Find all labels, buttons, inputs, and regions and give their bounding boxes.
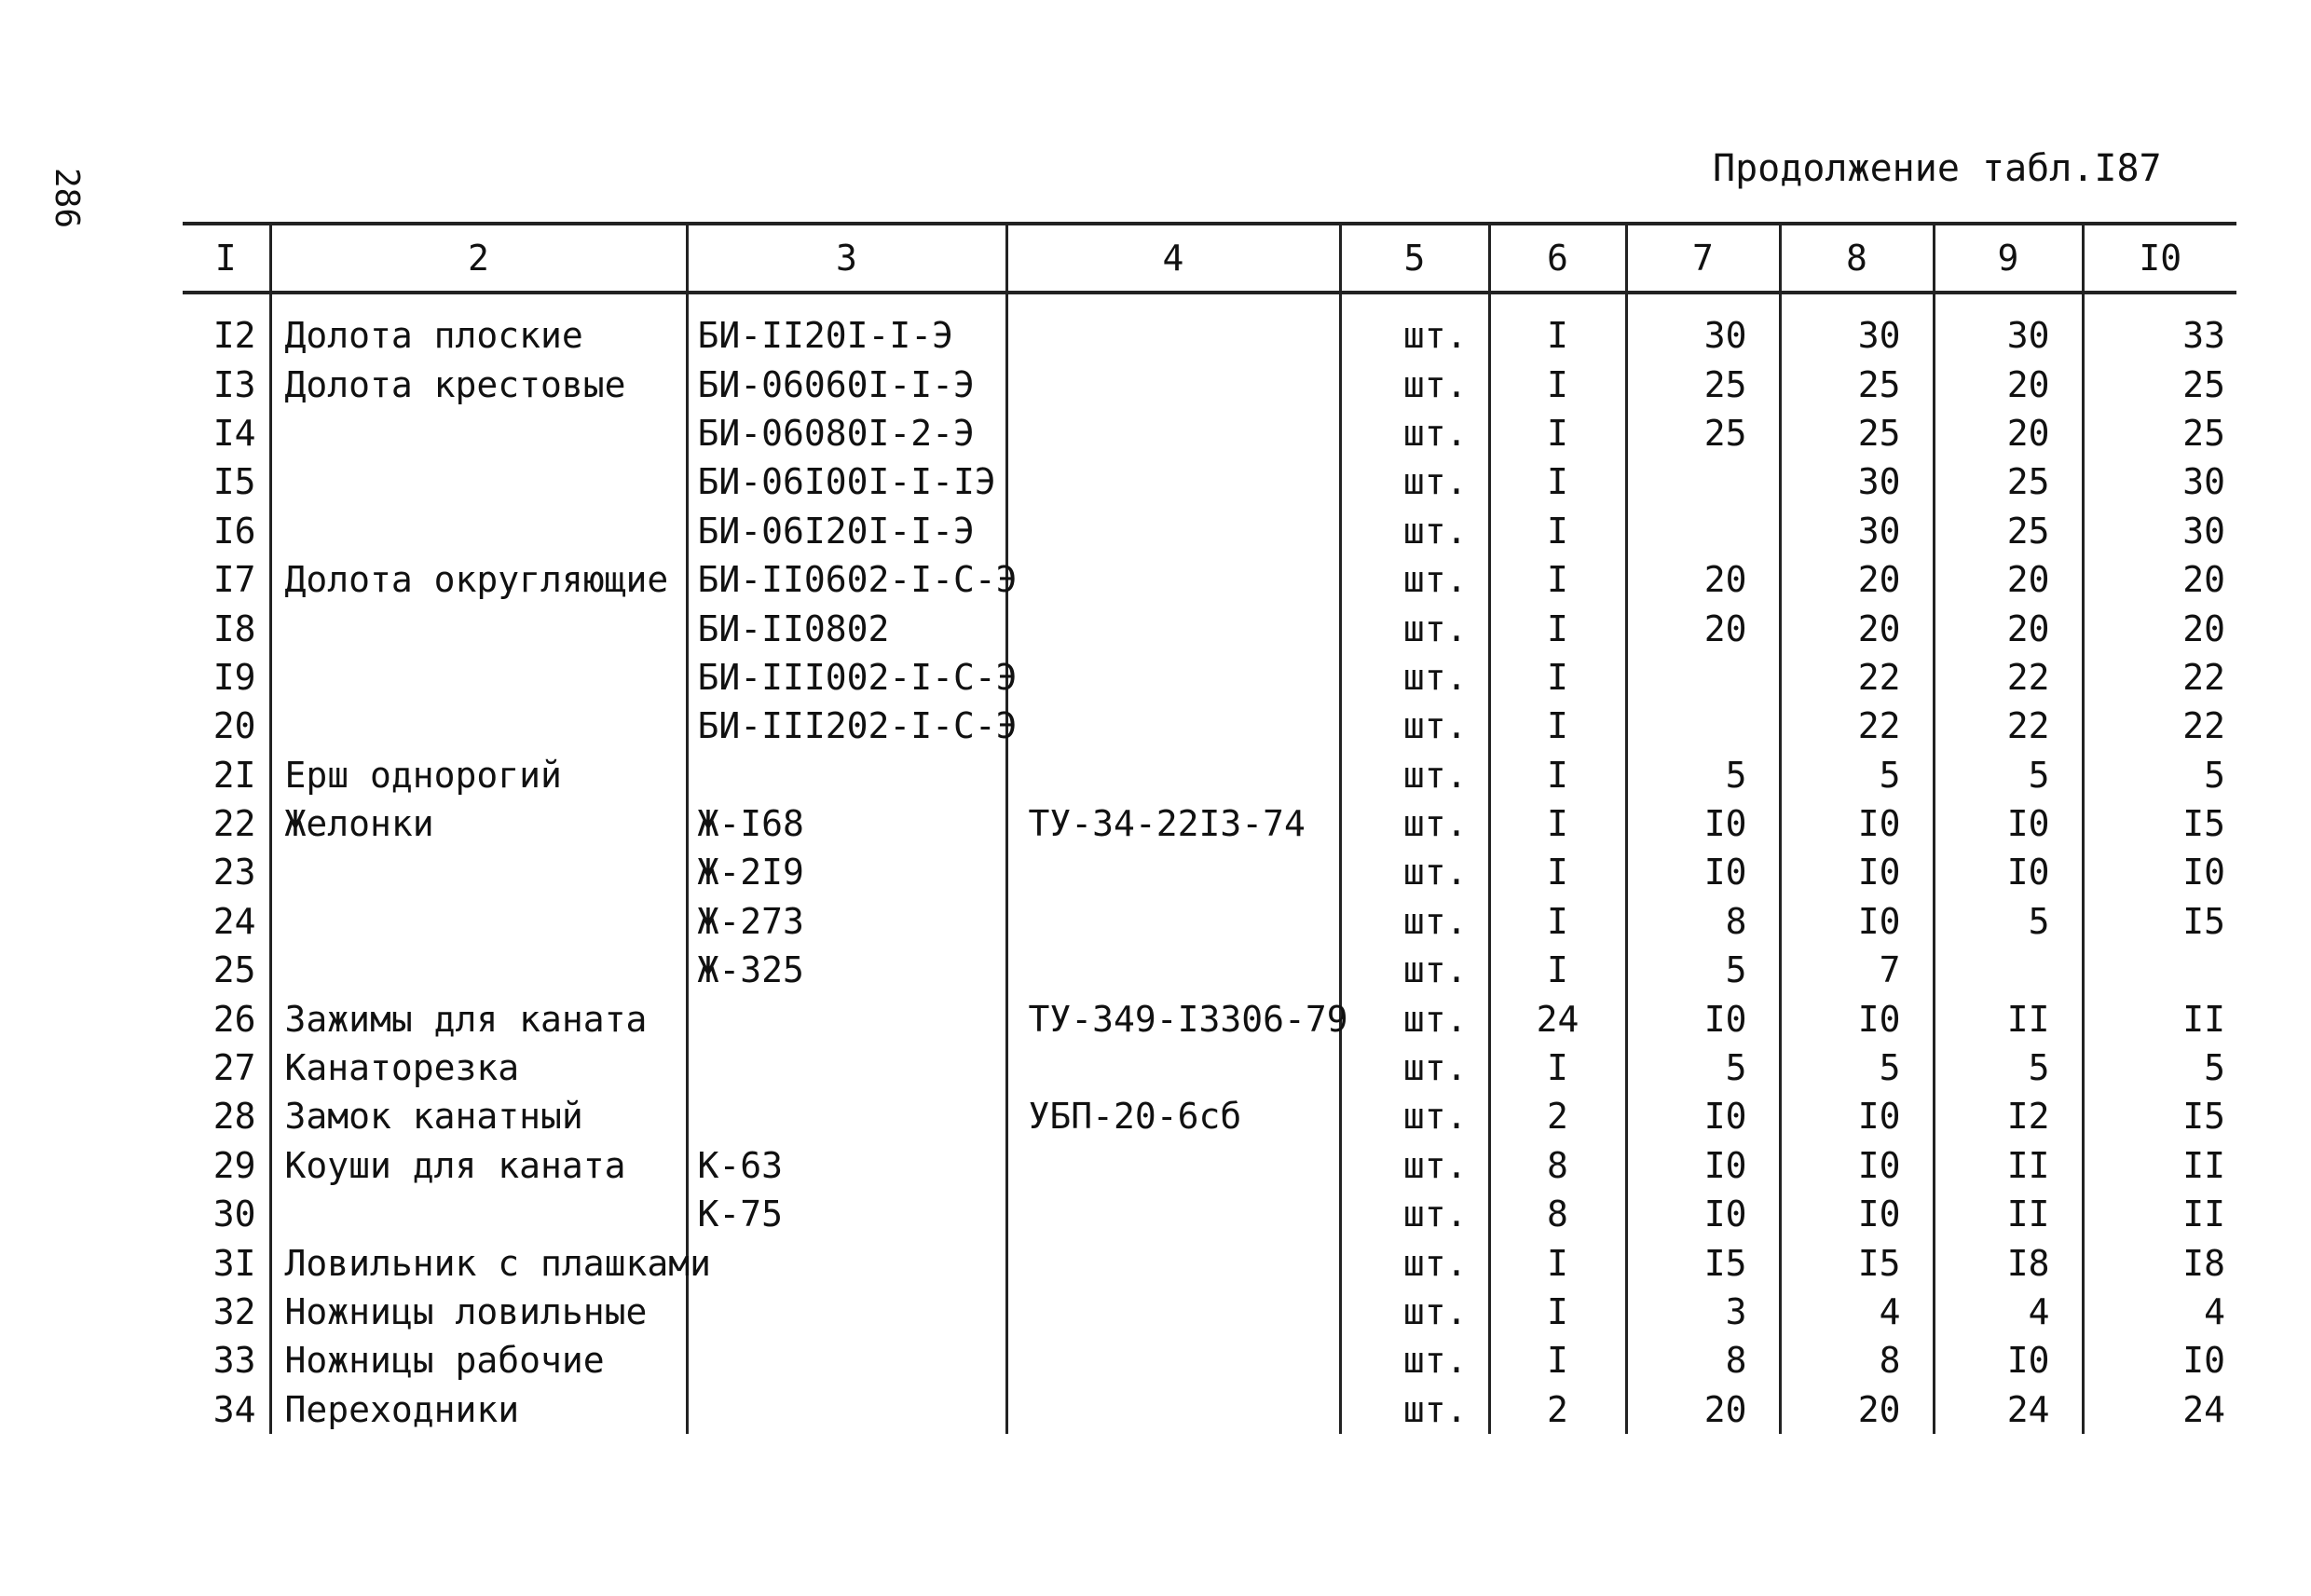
standard-ref: ТУ-34-22I3-74 (1006, 799, 1340, 848)
unit: шт. (1340, 653, 1489, 702)
unit: шт. (1340, 409, 1489, 457)
unit: шт. (1340, 1141, 1489, 1190)
value-col-9: 25 (1934, 507, 2083, 555)
value-col-7 (1626, 457, 1780, 506)
value-col-8: 8 (1780, 1336, 1934, 1385)
value-col-9: II (1934, 994, 2083, 1043)
row-number: I5 (212, 461, 256, 503)
table-row (183, 293, 2236, 360)
value-col-8: 30 (1780, 507, 1934, 555)
unit: шт. (1340, 751, 1489, 799)
item-name (270, 848, 687, 896)
equipment-table (183, 222, 2225, 1434)
item-code: БИ-III002-I-С-Э (687, 653, 1006, 702)
standard-ref (1006, 409, 1340, 457)
row-number: 2I (212, 754, 256, 796)
value-col-8: 7 (1780, 946, 1934, 994)
column-header: 5 (1340, 224, 1489, 293)
row-number: 27 (212, 1047, 256, 1089)
value-col-9: 30 (1934, 293, 2083, 360)
value-col-8: I0 (1780, 799, 1934, 848)
value-col-7 (1626, 653, 1780, 702)
value-col-10: 22 (2083, 702, 2236, 750)
unit: шт. (1340, 1044, 1489, 1092)
value-col-8: 22 (1780, 653, 1934, 702)
row-number: I7 (212, 559, 256, 601)
standard-ref (1006, 1238, 1340, 1287)
value-col-8: I0 (1780, 1092, 1934, 1140)
unit: шт. (1340, 360, 1489, 408)
unit: шт. (1340, 897, 1489, 946)
value-col-8: I5 (1780, 1238, 1934, 1287)
standard-ref (1006, 751, 1340, 799)
item-code: БИ-06I00I-I-IЭ (687, 457, 1006, 506)
row-number: 32 (212, 1291, 256, 1332)
row-number: 22 (212, 803, 256, 845)
value-col-7: 30 (1626, 293, 1780, 360)
column-header: I0 (2083, 224, 2236, 293)
value-col-9: 22 (1934, 702, 2083, 750)
row-number: 30 (212, 1194, 256, 1235)
item-code: Ж-273 (687, 897, 1006, 946)
unit: шт. (1340, 994, 1489, 1043)
item-code (687, 1385, 1006, 1434)
unit: шт. (1340, 1336, 1489, 1385)
value-col-7: 8 (1626, 1336, 1780, 1385)
item-name: Желонки (270, 799, 687, 848)
quantity: I (1489, 409, 1626, 457)
value-col-8: I0 (1780, 848, 1934, 896)
value-col-9: 24 (1934, 1385, 2083, 1434)
value-col-8: 30 (1780, 457, 1934, 506)
row-number: 23 (212, 852, 256, 893)
unit: шт. (1340, 1385, 1489, 1434)
value-col-7: I0 (1626, 1190, 1780, 1238)
standard-ref (1006, 555, 1340, 604)
value-col-7 (1626, 702, 1780, 750)
item-code: Ж-325 (687, 946, 1006, 994)
table-row (183, 507, 2236, 555)
value-col-8: I0 (1780, 897, 1934, 946)
value-col-7: 20 (1626, 1385, 1780, 1434)
quantity: 8 (1489, 1141, 1626, 1190)
unit: шт. (1340, 1288, 1489, 1336)
row-number: 33 (212, 1340, 256, 1382)
table-row (183, 1092, 2236, 1140)
unit: шт. (1340, 507, 1489, 555)
standard-ref (1006, 604, 1340, 652)
table-row (183, 1385, 2236, 1434)
item-code: К-63 (687, 1141, 1006, 1190)
value-col-9: 5 (1934, 897, 2083, 946)
value-col-9: 20 (1934, 604, 2083, 652)
table-row (183, 994, 2236, 1043)
value-col-10: I5 (2083, 897, 2236, 946)
value-col-9 (1934, 946, 2083, 994)
quantity: I (1489, 1336, 1626, 1385)
row-number: I2 (212, 315, 256, 357)
row-number: 24 (212, 900, 256, 942)
standard-ref (1006, 1044, 1340, 1092)
table-row (183, 360, 2236, 408)
item-name: Ловильник с плашками (270, 1238, 687, 1287)
column-header: 4 (1006, 224, 1340, 293)
value-col-8: I0 (1780, 1190, 1934, 1238)
value-col-9: I8 (1934, 1238, 2083, 1287)
row-number: 29 (212, 1144, 256, 1186)
item-code (687, 1288, 1006, 1336)
standard-ref (1006, 1141, 1340, 1190)
value-col-9: 25 (1934, 457, 2083, 506)
value-col-7: 3 (1626, 1288, 1780, 1336)
value-col-7: 20 (1626, 604, 1780, 652)
item-code (687, 1092, 1006, 1140)
quantity: I (1489, 751, 1626, 799)
quantity: I (1489, 604, 1626, 652)
standard-ref (1006, 897, 1340, 946)
row-number: 3I (212, 1242, 256, 1284)
value-col-7: 8 (1626, 897, 1780, 946)
value-col-8: I0 (1780, 1141, 1934, 1190)
value-col-8: 5 (1780, 751, 1934, 799)
quantity: I (1489, 848, 1626, 896)
item-name (270, 897, 687, 946)
item-name (270, 457, 687, 506)
unit: шт. (1340, 1238, 1489, 1287)
value-col-7: 20 (1626, 555, 1780, 604)
item-code: БИ-III202-I-С-Э (687, 702, 1006, 750)
row-number: I3 (212, 363, 256, 405)
item-name: Ножницы ловильные (270, 1288, 687, 1336)
standard-ref (1006, 653, 1340, 702)
standard-ref (1006, 457, 1340, 506)
value-col-8: 5 (1780, 1044, 1934, 1092)
value-col-7: 25 (1626, 360, 1780, 408)
item-name: Ножницы рабочие (270, 1336, 687, 1385)
value-col-10: 5 (2083, 1044, 2236, 1092)
item-code: БИ-II0802 (687, 604, 1006, 652)
value-col-7: 25 (1626, 409, 1780, 457)
value-col-8: 4 (1780, 1288, 1934, 1336)
standard-ref (1006, 702, 1340, 750)
column-header: 2 (270, 224, 687, 293)
table-row (183, 1141, 2236, 1190)
continuation-title: Продолжение табл.I87 (1713, 147, 2162, 190)
column-header: 3 (687, 224, 1006, 293)
standard-ref (1006, 1288, 1340, 1336)
quantity: 2 (1489, 1092, 1626, 1140)
column-header: 9 (1934, 224, 2083, 293)
quantity: I (1489, 946, 1626, 994)
value-col-10 (2083, 946, 2236, 994)
unit: шт. (1340, 946, 1489, 994)
table-row (183, 457, 2236, 506)
value-col-7: I5 (1626, 1238, 1780, 1287)
column-header: I (183, 224, 270, 293)
value-col-10: 33 (2083, 293, 2236, 360)
table-row (183, 848, 2236, 896)
value-col-9: I0 (1934, 1336, 2083, 1385)
unit: шт. (1340, 702, 1489, 750)
row-number: I6 (212, 510, 256, 552)
item-name: Канаторезка (270, 1044, 687, 1092)
quantity: I (1489, 507, 1626, 555)
unit: шт. (1340, 1190, 1489, 1238)
value-col-7: 5 (1626, 946, 1780, 994)
quantity: I (1489, 897, 1626, 946)
unit: шт. (1340, 799, 1489, 848)
value-col-10: 5 (2083, 751, 2236, 799)
value-col-10: I5 (2083, 1092, 2236, 1140)
value-col-9: I0 (1934, 799, 2083, 848)
standard-ref (1006, 1190, 1340, 1238)
value-col-7: I0 (1626, 1092, 1780, 1140)
quantity: I (1489, 653, 1626, 702)
quantity: 8 (1489, 1190, 1626, 1238)
table-row (183, 604, 2236, 652)
item-name: Ерш однорогий (270, 751, 687, 799)
value-col-7: I0 (1626, 1141, 1780, 1190)
column-header: 7 (1626, 224, 1780, 293)
item-code: БИ-II0602-I-С-Э (687, 555, 1006, 604)
value-col-10: I0 (2083, 1336, 2236, 1385)
row-number: 34 (212, 1388, 256, 1430)
table-body (183, 293, 2236, 1434)
value-col-8: 22 (1780, 702, 1934, 750)
item-name: Переходники (270, 1385, 687, 1434)
unit: шт. (1340, 555, 1489, 604)
value-col-7: I0 (1626, 994, 1780, 1043)
quantity: 24 (1489, 994, 1626, 1043)
item-code: БИ-06080I-2-Э (687, 409, 1006, 457)
item-name: Долота крестовые (270, 360, 687, 408)
table-row (183, 751, 2236, 799)
value-col-10: II (2083, 1190, 2236, 1238)
value-col-10: 25 (2083, 360, 2236, 408)
item-code (687, 751, 1006, 799)
item-code (687, 1336, 1006, 1385)
value-col-9: 5 (1934, 1044, 2083, 1092)
table-row (183, 1288, 2236, 1336)
value-col-9: 20 (1934, 409, 2083, 457)
standard-ref (1006, 946, 1340, 994)
item-name (270, 653, 687, 702)
unit: шт. (1340, 604, 1489, 652)
value-col-9: 20 (1934, 360, 2083, 408)
value-col-7: I0 (1626, 799, 1780, 848)
standard-ref: ТУ-349-I3306-79 (1006, 994, 1340, 1043)
unit: шт. (1340, 293, 1489, 360)
value-col-8: 25 (1780, 360, 1934, 408)
item-name (270, 604, 687, 652)
quantity: I (1489, 1288, 1626, 1336)
row-number: I4 (212, 412, 256, 454)
unit: шт. (1340, 457, 1489, 506)
value-col-10: 30 (2083, 457, 2236, 506)
standard-ref (1006, 848, 1340, 896)
value-col-8: I0 (1780, 994, 1934, 1043)
value-col-9: II (1934, 1190, 2083, 1238)
standard-ref (1006, 507, 1340, 555)
item-code: Ж-I68 (687, 799, 1006, 848)
item-code (687, 1238, 1006, 1287)
quantity: 2 (1489, 1385, 1626, 1434)
quantity: I (1489, 1238, 1626, 1287)
item-name: Зажимы для каната (270, 994, 687, 1043)
value-col-7: 5 (1626, 1044, 1780, 1092)
standard-ref (1006, 1385, 1340, 1434)
row-number: 26 (212, 998, 256, 1040)
value-col-9: I0 (1934, 848, 2083, 896)
item-code: К-75 (687, 1190, 1006, 1238)
value-col-9: 20 (1934, 555, 2083, 604)
item-name (270, 702, 687, 750)
table-row (183, 555, 2236, 604)
item-name (270, 507, 687, 555)
value-col-9: I2 (1934, 1092, 2083, 1140)
value-col-7 (1626, 507, 1780, 555)
item-name: Коуши для каната (270, 1141, 687, 1190)
value-col-10: 22 (2083, 653, 2236, 702)
value-col-10: 25 (2083, 409, 2236, 457)
table-row (183, 799, 2236, 848)
item-name: Долота округляющие (270, 555, 687, 604)
value-col-9: 5 (1934, 751, 2083, 799)
value-col-10: 20 (2083, 604, 2236, 652)
table-row (183, 1044, 2236, 1092)
table-row (183, 1336, 2236, 1385)
quantity: I (1489, 1044, 1626, 1092)
value-col-7: 5 (1626, 751, 1780, 799)
value-col-9: 4 (1934, 1288, 2083, 1336)
value-col-8: 30 (1780, 293, 1934, 360)
unit: шт. (1340, 848, 1489, 896)
item-code: Ж-2I9 (687, 848, 1006, 896)
column-header: 8 (1780, 224, 1934, 293)
column-header: 6 (1489, 224, 1626, 293)
item-name: Долота плоские (270, 293, 687, 360)
quantity: I (1489, 799, 1626, 848)
table-row (183, 1190, 2236, 1238)
table-row (183, 653, 2236, 702)
value-col-10: II (2083, 1141, 2236, 1190)
value-col-10: 4 (2083, 1288, 2236, 1336)
item-name (270, 1190, 687, 1238)
value-col-10: 20 (2083, 555, 2236, 604)
table-row (183, 702, 2236, 750)
page-number: 286 (48, 168, 86, 229)
value-col-9: 22 (1934, 653, 2083, 702)
quantity: I (1489, 360, 1626, 408)
value-col-10: I8 (2083, 1238, 2236, 1287)
quantity: I (1489, 457, 1626, 506)
item-code: БИ-II20I-I-Э (687, 293, 1006, 360)
standard-ref (1006, 1336, 1340, 1385)
unit: шт. (1340, 1092, 1489, 1140)
row-number: I8 (212, 607, 256, 649)
standard-ref (1006, 360, 1340, 408)
header-row (183, 224, 2236, 293)
table-row (183, 1238, 2236, 1287)
value-col-8: 20 (1780, 604, 1934, 652)
standard-ref: УБП-20-6сб (1006, 1092, 1340, 1140)
quantity: I (1489, 293, 1626, 360)
value-col-9: II (1934, 1141, 2083, 1190)
value-col-10: I0 (2083, 848, 2236, 896)
row-number: 25 (212, 949, 256, 991)
item-name (270, 946, 687, 994)
value-col-10: 24 (2083, 1385, 2236, 1434)
value-col-7: I0 (1626, 848, 1780, 896)
item-code: БИ-06I20I-I-Э (687, 507, 1006, 555)
row-number: I9 (212, 656, 256, 698)
value-col-8: 20 (1780, 1385, 1934, 1434)
row-number: 20 (212, 705, 256, 747)
item-code: БИ-06060I-I-Э (687, 360, 1006, 408)
item-code (687, 1044, 1006, 1092)
standard-ref (1006, 293, 1340, 360)
value-col-10: 30 (2083, 507, 2236, 555)
value-col-10: II (2083, 994, 2236, 1043)
table-row (183, 409, 2236, 457)
value-col-10: I5 (2083, 799, 2236, 848)
value-col-8: 25 (1780, 409, 1934, 457)
quantity: I (1489, 702, 1626, 750)
value-col-8: 20 (1780, 555, 1934, 604)
table-row (183, 946, 2236, 994)
table-row (183, 897, 2236, 946)
item-code (687, 994, 1006, 1043)
item-name: Замок канатный (270, 1092, 687, 1140)
item-name (270, 409, 687, 457)
quantity: I (1489, 555, 1626, 604)
row-number: 28 (212, 1096, 256, 1138)
